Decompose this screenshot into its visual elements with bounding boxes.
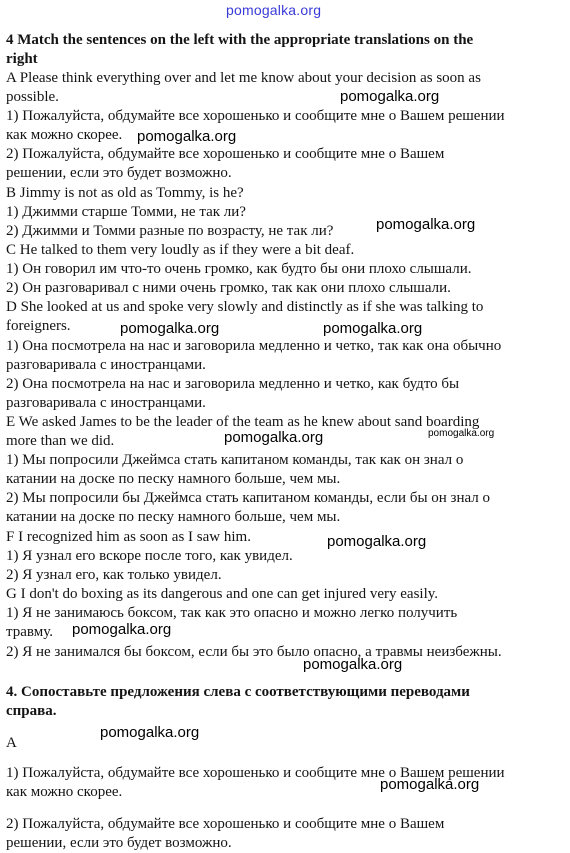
translation-b1: 1) Джимми старше Томми, не так ли? bbox=[6, 204, 246, 220]
watermark: pomogalka.org bbox=[72, 621, 172, 638]
sentence-d-en: D She looked at us and spoke very slowly and distinctly as if she was talking to bbox=[6, 299, 484, 315]
answer-letter: A bbox=[6, 735, 17, 751]
answer-line: 1) Пожалуйста, обдумайте все хорошенько и сообщите мне о Вашем решении bbox=[6, 765, 505, 781]
sentence-e-en: E We asked James to be the leader of the team as he knew about sand boarding bbox=[6, 414, 480, 430]
watermark-top: pomogalka.org bbox=[226, 2, 322, 18]
translation-e2: катании на доске по песку намного больше, чем мы. bbox=[6, 509, 341, 525]
translation-d2: 2) Она посмотрела на нас и заговорила медленно и четко, как будто бы bbox=[6, 376, 460, 392]
translation-d2: разговаривала с иностранцами. bbox=[6, 395, 206, 411]
translation-e2: 2) Мы попросили бы Джеймса стать капитаном команды, если бы он знал о bbox=[6, 490, 491, 506]
translation-g2: 2) Я не занимался бы боксом, если бы это было опасно, а травмы неизбежны. bbox=[6, 644, 502, 660]
translation-e1: 1) Мы попросили Джеймса стать капитаном команды, так как он знал о bbox=[6, 452, 464, 468]
watermark: pomogalka.org bbox=[327, 533, 427, 550]
watermark: pomogalka.org bbox=[428, 428, 495, 439]
sentence-a-en: possible. bbox=[6, 89, 59, 105]
exercise-title-ru: 4. Сопоставьте предложения слева с соответствующими переводами bbox=[6, 684, 470, 700]
exercise-title-ru: справа. bbox=[6, 703, 57, 719]
watermark: pomogalka.org bbox=[380, 776, 480, 793]
translation-d1: разговаривала с иностранцами. bbox=[6, 357, 206, 373]
sentence-a-en: A Please think everything over and let me know about your decision as soon as bbox=[6, 70, 481, 86]
translation-a1: 1) Пожалуйста, обдумайте все хорошенько и сообщите мне о Вашем решении bbox=[6, 108, 505, 124]
sentence-d-en: foreigners. bbox=[6, 318, 71, 334]
exercise-title-en: 4 Match the sentences on the left with the appropriate translations on the bbox=[6, 32, 474, 48]
translation-c2: 2) Он разговаривал с ними очень громко, так как они плохо слышали. bbox=[6, 280, 451, 296]
sentence-g-en: G I don't do boxing as its dangerous and one can get injured very easily. bbox=[6, 586, 439, 602]
translation-c1: 1) Он говорил им что-то очень громко, как будто бы они плохо слышали. bbox=[6, 261, 472, 277]
translation-f1: 1) Я узнал его вскоре после того, как увидел. bbox=[6, 548, 293, 564]
sentence-f-en: F I recognized him as soon as I saw him. bbox=[6, 529, 251, 545]
translation-e1: катании на доске по песку намного больше, чем мы. bbox=[6, 471, 341, 487]
exercise-title-en: right bbox=[6, 51, 38, 67]
watermark: pomogalka.org bbox=[120, 320, 220, 337]
translation-a2: 2) Пожалуйста, обдумайте все хорошенько и сообщите мне о Вашем bbox=[6, 146, 445, 162]
sentence-b-en: B Jimmy is not as old as Tommy, is he? bbox=[6, 185, 244, 201]
watermark: pomogalka.org bbox=[224, 429, 324, 446]
watermark: pomogalka.org bbox=[137, 128, 237, 145]
watermark: pomogalka.org bbox=[100, 724, 200, 741]
answer-line: 2) Пожалуйста, обдумайте все хорошенько и сообщите мне о Вашем bbox=[6, 816, 445, 832]
sentence-c-en: C He talked to them very loudly as if they were a bit deaf. bbox=[6, 242, 355, 258]
translation-g1: 1) Я не занимаюсь боксом, так как это опасно и можно легко получить bbox=[6, 605, 458, 621]
watermark: pomogalka.org bbox=[340, 88, 440, 105]
watermark: pomogalka.org bbox=[323, 320, 423, 337]
sentence-e-en: more than we did. bbox=[6, 433, 115, 449]
translation-d1: 1) Она посмотрела на нас и заговорила медленно и четко, так как она обычно bbox=[6, 338, 502, 354]
watermark: pomogalka.org bbox=[303, 656, 403, 673]
answer-line: как можно скорее. bbox=[6, 784, 123, 800]
translation-a1: как можно скорее. bbox=[6, 127, 123, 143]
watermark: pomogalka.org bbox=[376, 216, 476, 233]
translation-b2: 2) Джимми и Томми разные по возрасту, не так ли? bbox=[6, 223, 334, 239]
translation-g1: травму. bbox=[6, 624, 53, 640]
answer-line: решении, если это будет возможно. bbox=[6, 835, 232, 851]
translation-f2: 2) Я узнал его, как только увидел. bbox=[6, 567, 222, 583]
translation-a2: решении, если это будет возможно. bbox=[6, 165, 232, 181]
